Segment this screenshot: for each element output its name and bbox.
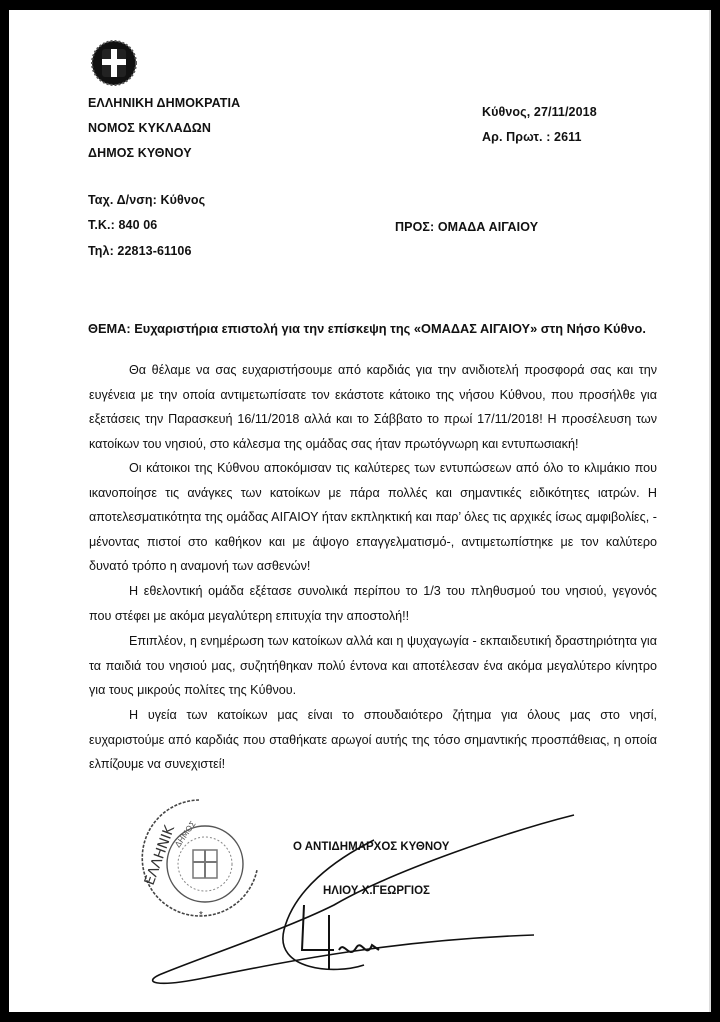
handwritten-signature (134, 810, 594, 985)
paragraph-line: που στέφει με ακόμα μεγαλύτερη επιτυχία την αποστολή!! (89, 608, 410, 623)
paragraph-line: Επιπλέον, η ενημέρωση των κατοίκων αλλά και η ψυχαγωγία - εκπαιδευτική δραστηριότητα για (129, 634, 657, 648)
paragraph-line: ικανοποίησε τις ανάγκες των κατοίκων με πάρα πολλές και σημαντικές ειδικότητες ιατρών. Η (89, 485, 657, 500)
paragraph-line: Θα θέλαμε να σας ευχαριστήσουμε από καρδιάς για την ανιδιοτελή προσφορά σας και την (129, 363, 657, 377)
paragraph-line: κατοίκων του νησιού, στο κάλεσμα της ομάδας σας ήταν πρωτόγνωρη και εντυπωσιακή! (89, 436, 579, 451)
paragraph-2 (89, 456, 657, 579)
paragraph-line: εξετάσεις την Παρασκευή 16/11/2018 αλλά και το Σάββατο το πρωί 17/11/2018! Η προσέλευση των (89, 412, 657, 427)
phone: Τηλ: 22813-61106 (88, 244, 192, 258)
protocol-number: Αρ. Πρωτ. : 2611 (482, 130, 582, 144)
paragraph-line: αποτελεσματικότητα της ομάδας ΑΙΓΑΙΟΥ ήταν εκπληκτική και παρ’ όλες τις αρχικές ίσως αμφιβολίες, - (89, 510, 657, 525)
paragraph-line: ελπίζουμε να συνεχιστεί! (89, 757, 226, 772)
paragraph-line: μένοντας πιστοί στο καθήκον και με άψογο επαγγελματισμό-, αντιμετωπίστηκε με τον καλύτερο (89, 534, 657, 549)
svg-text:ΔΗΜΟΣ: ΔΗΜΟΣ (173, 819, 198, 850)
recipient: ΠΡΟΣ: ΟΜΑΔΑ ΑΙΓΑΙΟΥ (395, 220, 539, 234)
letter-page (9, 10, 711, 1012)
postal-code: Τ.Κ.: 840 06 (88, 218, 158, 232)
coat-of-arms-emblem (90, 39, 138, 87)
signature-scribble-icon (134, 810, 594, 985)
paragraph-line: δυνατό τρόπο η αναμονή των ασθενών! (89, 559, 311, 574)
subject-line: ΘΕΜΑ: Ευχαριστήρια επιστολή για την επίσκεψη της «ΟΜΑΔΑΣ ΑΙΓΑΙΟΥ» στη Νήσο Κύθνο. (88, 321, 646, 336)
paragraph-1 (89, 358, 657, 456)
svg-text:*: * (199, 910, 203, 921)
place-date: Κύθνος, 27/11/2018 (482, 105, 597, 119)
paragraph-line: Η εθελοντική ομάδα εξέτασε συνολικά περίπου το 1/3 του πληθυσμού του νησιού, γεγονός (129, 584, 657, 598)
paragraph-4 (89, 629, 657, 703)
paragraph-line: τα παιδιά του νησιού μας, συζητήθηκαν πολύ έντονα και αποτέλεσαν ένα ακόμα μεγαλύτερο κίνητρο (89, 658, 657, 673)
paragraph-line: Η υγεία των κατοίκων μας είναι το σπουδαιότερο ζήτημα για όλους μας στο νησί, (129, 708, 657, 722)
greek-cross-emblem-icon (90, 39, 138, 87)
paragraph-line: ευχαριστούμε από καρδιάς που σταθήκατε αρωγοί αυτής της τόσο σημαντικής προσπάθειας, η οποία (89, 732, 657, 747)
letterhead-line-3: ΔΗΜΟΣ ΚΥΘΝΟΥ (88, 146, 192, 160)
signatory-title: Ο ΑΝΤΙΔΗΜΑΡΧΟΣ ΚΥΘΝΟΥ (293, 841, 450, 853)
paragraph-line: Οι κάτοικοι της Κύθνου αποκόμισαν τις καλύτερες των εντυπώσεων από όλο το κλιμάκιο που (129, 461, 657, 475)
address: Ταχ. Δ/νση: Κύθνος (88, 193, 206, 207)
paragraph-5 (89, 703, 657, 777)
signatory-name: ΗΛΙΟΥ Χ.ΓΕΩΡΓΙΟΣ (323, 885, 430, 897)
paragraph-line: ευγένεια με την οποία αντιμετωπίσατε τον εκάστοτε κάτοικο της νήσου Κύθνου, που προσήλθε για (89, 387, 657, 402)
paragraph-3 (89, 579, 657, 628)
letterhead-line-1: ΕΛΛΗΝΙΚΗ ΔΗΜΟΚΡΑΤΙΑ (88, 96, 241, 110)
svg-text:ΕΛΛΗΝΙΚ: ΕΛΛΗΝΙΚ (141, 823, 179, 888)
paragraph-line: για τους μικρούς πολίτες της Κύθνου. (89, 683, 297, 698)
letterhead-line-2: ΝΟΜΟΣ ΚΥΚΛΑΔΩΝ (88, 121, 212, 135)
